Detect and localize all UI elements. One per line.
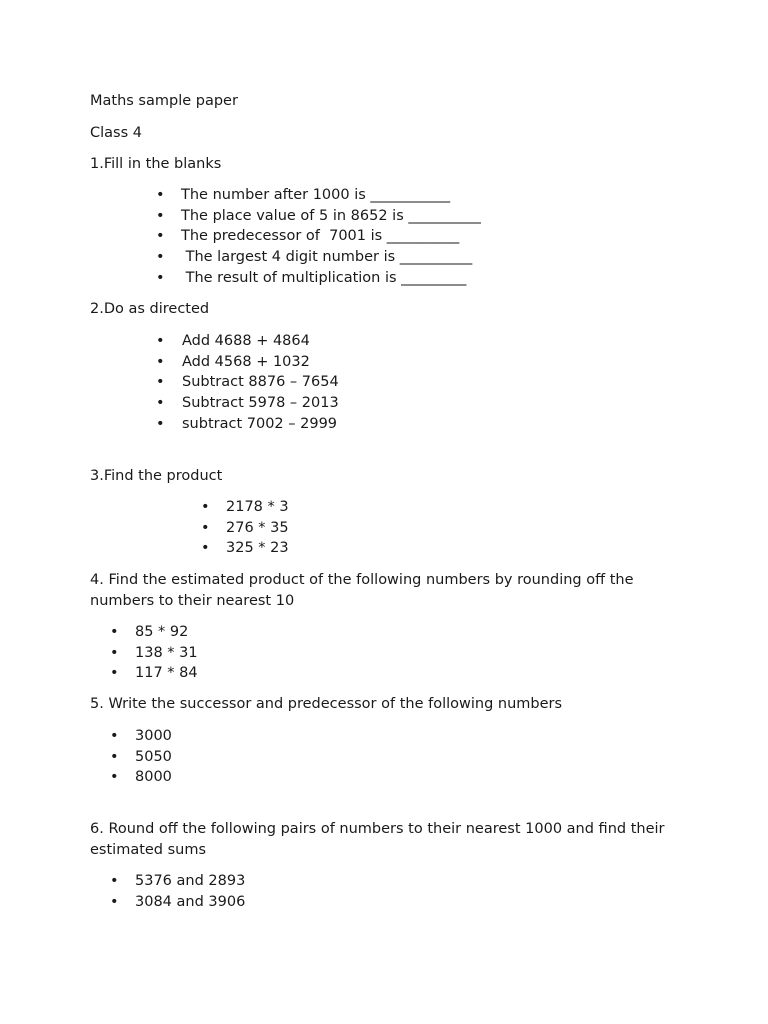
section-5-heading: 5. Write the successor and predecessor of the following numbers <box>90 696 563 712</box>
list-item-text: 8000 <box>135 769 172 786</box>
section-4-heading: 4. Find the estimated product of the following numbers by rounding off the numbers to their nearest 10 <box>90 572 634 609</box>
list-item-text: The place value of 5 in 8652 is __________ <box>181 207 481 224</box>
list-item-text: Add 4568 + 1032 <box>182 353 310 370</box>
bullet-icon: • <box>110 665 119 682</box>
bullet-icon: • <box>156 269 165 286</box>
list-item-text: 3000 <box>135 728 172 744</box>
list-item-text: 2178 * 3 <box>226 499 289 515</box>
bullet-icon: • <box>110 748 119 765</box>
list-item-text: 117 * 84 <box>135 665 198 682</box>
bullet-icon: • <box>110 873 119 889</box>
bullet-icon: • <box>156 187 165 203</box>
bullet-icon: • <box>110 893 119 910</box>
bullet-icon: • <box>156 374 165 391</box>
list-item-text: 3084 and 3906 <box>135 893 246 910</box>
paper-title: Maths sample paper <box>90 93 238 109</box>
list-item-text: 5376 and 2893 <box>135 873 246 889</box>
list-item-text: 5050 <box>135 748 172 765</box>
bullet-icon: • <box>110 624 119 640</box>
list-item-text: The largest 4 digit number is __________ <box>181 249 473 266</box>
list-item-text: The result of multiplication is _________ <box>181 269 467 286</box>
bullet-icon: • <box>110 769 119 786</box>
list-item-text: 138 * 31 <box>135 644 198 661</box>
bullet-icon: • <box>156 395 165 412</box>
section-2-heading: 2.Do as directed <box>90 301 210 317</box>
list-item-text: The number after 1000 is ___________ <box>181 187 451 203</box>
list-item-text: Add 4688 + 4864 <box>182 333 310 349</box>
list-item-text: 325 * 23 <box>226 540 289 557</box>
section-1-heading: 1.Fill in the blanks <box>90 156 222 172</box>
section-6-heading: 6. Round off the following pairs of numbers to their nearest 1000 and find their estimated sums <box>90 821 665 858</box>
bullet-icon: • <box>201 540 210 557</box>
list-item-text: subtract 7002 – 2999 <box>182 415 338 432</box>
class-label: Class 4 <box>90 125 142 141</box>
bullet-icon: • <box>156 207 165 224</box>
list-item-text: Subtract 5978 – 2013 <box>182 395 339 412</box>
bullet-icon: • <box>156 228 165 245</box>
list-item-text: 276 * 35 <box>226 519 289 536</box>
bullet-icon: • <box>156 333 165 349</box>
section-3-heading: 3.Find the product <box>90 468 223 484</box>
list-item-text: Subtract 8876 – 7654 <box>182 374 339 391</box>
bullet-icon: • <box>156 415 165 432</box>
bullet-icon: • <box>156 249 165 266</box>
list-item-text: The predecessor of 7001 is __________ <box>181 228 460 245</box>
list-item-text: 85 * 92 <box>135 624 189 640</box>
bullet-icon: • <box>201 499 210 515</box>
bullet-icon: • <box>110 644 119 661</box>
bullet-icon: • <box>156 353 165 370</box>
bullet-icon: • <box>201 519 210 536</box>
bullet-icon: • <box>110 728 119 744</box>
